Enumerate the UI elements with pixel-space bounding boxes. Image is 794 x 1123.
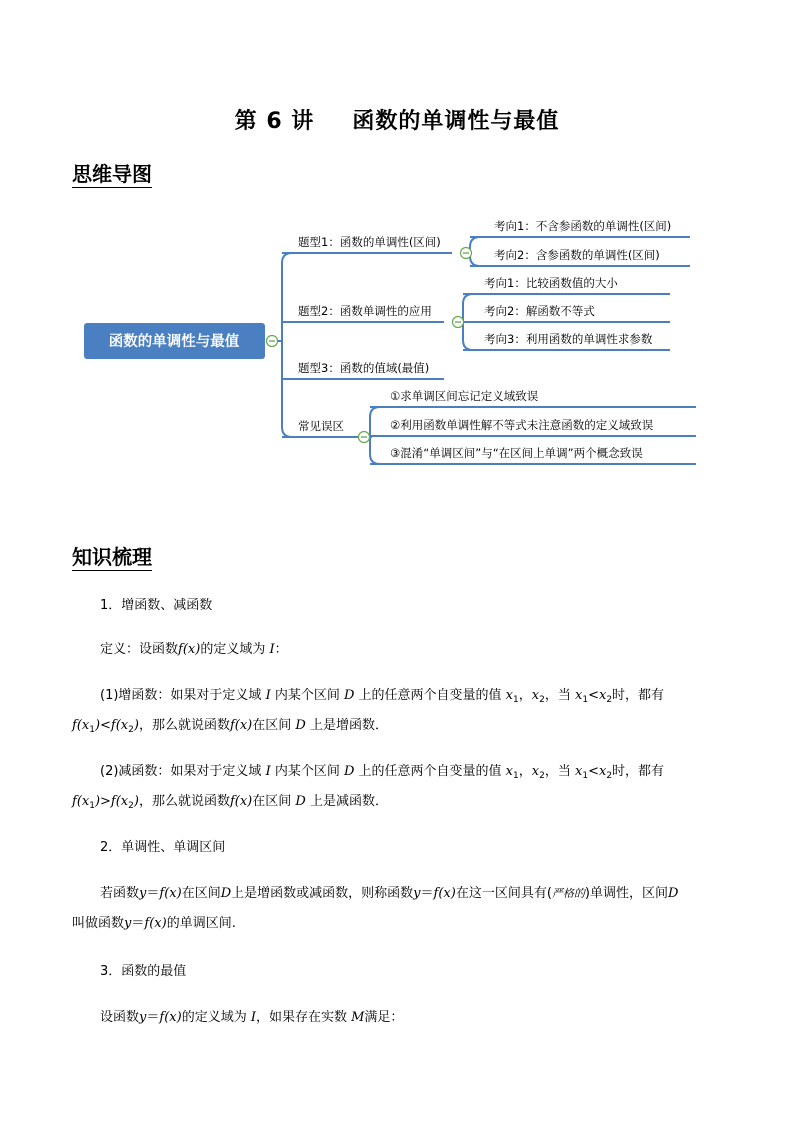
increasing-function-paragraph-line2: $f(x_1)<f(x_2)$，那么就说函数f(x)在区间 D 上是增函数． xyxy=(72,718,388,735)
monotonicity-paragraph-line2: 叫做函数y＝f(x)的单调区间. xyxy=(72,916,236,931)
mind-map xyxy=(0,0,794,500)
mind-map-branch-3: 题型3：函数的值域(最值) xyxy=(298,361,430,375)
monotonicity-paragraph: 若函数y＝f(x)在区间D上是增函数或减函数，则称函数y＝f(x)在这一区间具有(严格的)单调性，区间D xyxy=(100,886,679,901)
heading-extreme-values: 3．函数的最值 xyxy=(100,964,187,979)
mind-map-branch-4-child-1: ①求单调区间忘记定义域致误 xyxy=(390,389,539,403)
mind-map-branch-1-collapse-icon[interactable] xyxy=(461,248,472,259)
mind-map-branch-4-collapse-icon[interactable] xyxy=(359,432,370,443)
decreasing-function-paragraph-line2: $f(x_1)>f(x_2)$，那么就说函数f(x)在区间 D 上是减函数． xyxy=(72,794,388,811)
mind-map-branch-2: 题型2：函数单调性的应用 xyxy=(298,304,432,318)
mind-map-root-collapse-icon[interactable] xyxy=(267,336,278,347)
definition-line: 定义：设函数f(x)的定义域为 I： xyxy=(100,642,288,657)
mind-map-branch-2-collapse-icon[interactable] xyxy=(453,317,464,328)
mind-map-root-label: 函数的单调性与最值 xyxy=(108,334,240,350)
lecture-topic: 函数的单调性与最值 xyxy=(352,109,560,134)
decreasing-function-paragraph: (2)减函数：如果对于定义域 I 内某个区间 D 上的任意两个自变量的值 $x_1$，$x_2$，当 $x_1<x_2$时，都有 xyxy=(100,764,665,781)
heading-increasing-decreasing: 1．增函数、减函数 xyxy=(100,598,213,613)
mind-map-branch-2-child-3: 考向3：利用函数的单调性求参数 xyxy=(484,332,653,346)
mind-map-branch-2-child-2: 考向2：解函数不等式 xyxy=(484,304,595,318)
extreme-value-paragraph: 设函数y＝f(x)的定义域为 I，如果存在实数 M满足： xyxy=(100,1010,404,1025)
mind-map-branch-4: 常见误区 xyxy=(298,419,344,433)
section-mindmap-heading: 思维导图 xyxy=(72,162,152,186)
section-knowledge-heading: 知识梳理 xyxy=(72,545,152,569)
mind-map-branch-1-child-1: 考向1：不含参函数的单调性(区间) xyxy=(494,219,672,233)
mind-map-branch-1-child-2: 考向2：含参函数的单调性(区间) xyxy=(494,248,660,262)
mind-map-branch-4-child-2: ②利用函数单调性解不等式未注意函数的定义域致误 xyxy=(390,418,654,432)
lecture-number: 第 6 讲 xyxy=(234,109,315,134)
mind-map-branch-4-child-3: ③混淆“单调区间”与“在区间上单调”两个概念致误 xyxy=(390,446,643,460)
mind-map-branch-1: 题型1：函数的单调性(区间) xyxy=(298,235,441,249)
mind-map-branch-2-child-1: 考向1：比较函数值的大小 xyxy=(484,276,618,290)
increasing-function-paragraph: (1)增函数：如果对于定义域 I 内某个区间 D 上的任意两个自变量的值 $x_1$，$x_2$，当 $x_1<x_2$时，都有 xyxy=(100,688,665,705)
heading-monotonicity: 2．单调性、单调区间 xyxy=(100,840,226,855)
